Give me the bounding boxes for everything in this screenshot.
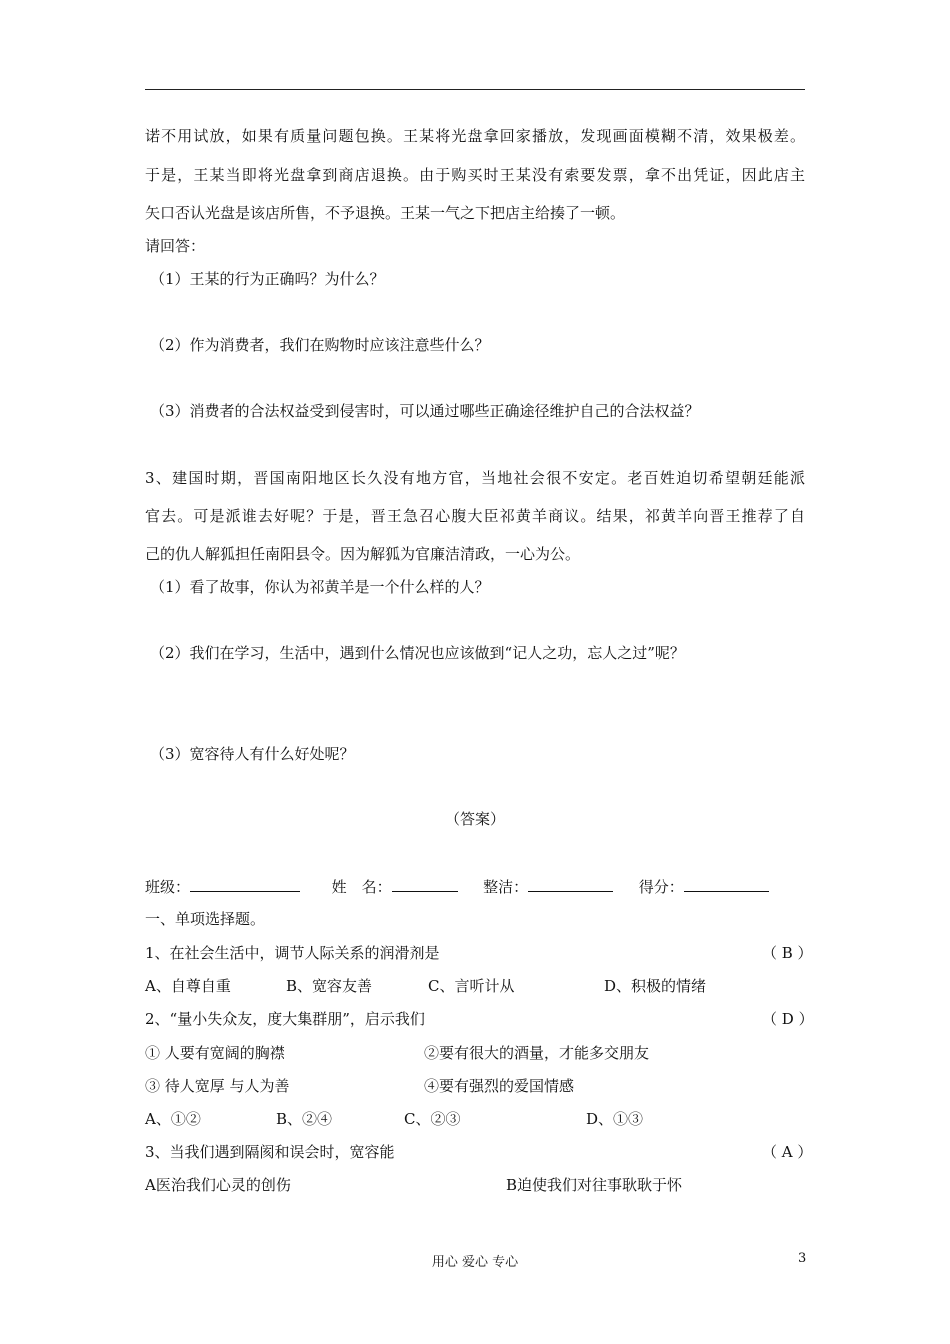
q2-option-b: B、②④ — [276, 1110, 333, 1128]
name-field[interactable] — [392, 876, 458, 892]
q2-statement-4: ④要有强烈的爱国情感 — [424, 1077, 575, 1095]
q1-option-b: B、宽容友善 — [286, 977, 373, 995]
passage3-question-1: （1）看了故事，你认为祁黄羊是一个什么样的人？ — [150, 578, 490, 596]
q3-option-b: B迫使我们对往事耿耿于怀 — [506, 1176, 683, 1194]
q2-option-d: D、①③ — [586, 1110, 644, 1128]
passage3-line-3: 己的仇人解狐担任南阳县令。因为解狐为官廉洁清政，一心为公。 — [145, 545, 581, 563]
score-field[interactable] — [684, 876, 769, 892]
q2-option-c: C、②③ — [404, 1110, 461, 1128]
passage2-question-2: （2）作为消费者，我们在购物时应该注意些什么？ — [150, 336, 490, 354]
passage3-question-3: （3）宽容待人有什么好处呢？ — [150, 745, 355, 763]
page-number: 3 — [798, 1251, 807, 1266]
q2-answer: （ D ） — [762, 1010, 814, 1028]
passage3-question-2: （2）我们在学习，生活中，遇到什么情况也应该做到“记人之功，忘人之过”呢？ — [150, 644, 685, 662]
q1-answer: （ B ） — [762, 944, 813, 962]
passage2-question-3: （3）消费者的合法权益受到侵害时，可以通过哪些正确途径维护自己的合法权益？ — [150, 402, 700, 420]
header-rule — [145, 89, 805, 90]
q3-stem: 3、当我们遇到隔阂和误会时，宽容能 — [145, 1143, 395, 1161]
section1-title: 一、单项选择题。 — [145, 910, 266, 928]
q3-answer: （ A ） — [762, 1143, 813, 1161]
passage3-line-2: 官去。可是派谁去好呢？于是，晋王急召心腹大臣祁黄羊商议。结果，祁黄羊向晋王推荐了自 — [145, 507, 805, 525]
passage2-line-1: 诺不用试放，如果有质量问题包换。王某将光盘拿回家播放，发现画面模糊不清，效果极差。 — [145, 127, 805, 145]
passage2-prompt: 请回答： — [145, 237, 206, 255]
score-label: 得分： — [638, 878, 684, 896]
q2-statement-2: ②要有很大的酒量，才能多交朋友 — [424, 1044, 650, 1062]
q1-option-d: D、积极的情绪 — [604, 977, 707, 995]
q1-option-a: A、自尊自重 — [145, 977, 231, 995]
q3-option-a: A医治我们心灵的创伤 — [145, 1176, 291, 1194]
q2-stem: 2、“量小失众友，度大集群朋”，启示我们 — [145, 1010, 425, 1028]
class-label: 班级： — [145, 878, 191, 896]
q2-option-a: A、①② — [145, 1110, 201, 1128]
q2-statement-1: ① 人要有宽阔的胸襟 — [145, 1044, 285, 1062]
passage3-line-1: 3、建国时期，晋国南阳地区长久没有地方官，当地社会很不安定。老百姓迫切希望朝廷能派 — [145, 469, 805, 487]
footer-text: 用心 爱心 专心 — [431, 1255, 519, 1270]
q1-stem: 1、在社会生活中，调节人际关系的润滑剂是 — [145, 944, 440, 962]
passage2-line-2: 于是，王某当即将光盘拿到商店退换。由于购买时王某没有索要发票，拿不出凭证，因此店主 — [145, 166, 805, 184]
neatness-field[interactable] — [528, 876, 613, 892]
q1-option-c: C、言听计从 — [428, 977, 515, 995]
class-field[interactable] — [190, 876, 300, 892]
passage2-line-3: 矢口否认光盘是该店所售，不予退换。王某一气之下把店主给揍了一顿。 — [145, 204, 626, 222]
passage2-question-1: （1）王某的行为正确吗？为什么？ — [150, 270, 385, 288]
student-info-row — [145, 876, 769, 897]
name-label: 姓 名： — [331, 878, 392, 896]
answer-title: （答案） — [444, 810, 505, 828]
q2-statement-3: ③ 待人宽厚 与人为善 — [145, 1077, 290, 1095]
neatness-label: 整洁： — [483, 878, 529, 896]
